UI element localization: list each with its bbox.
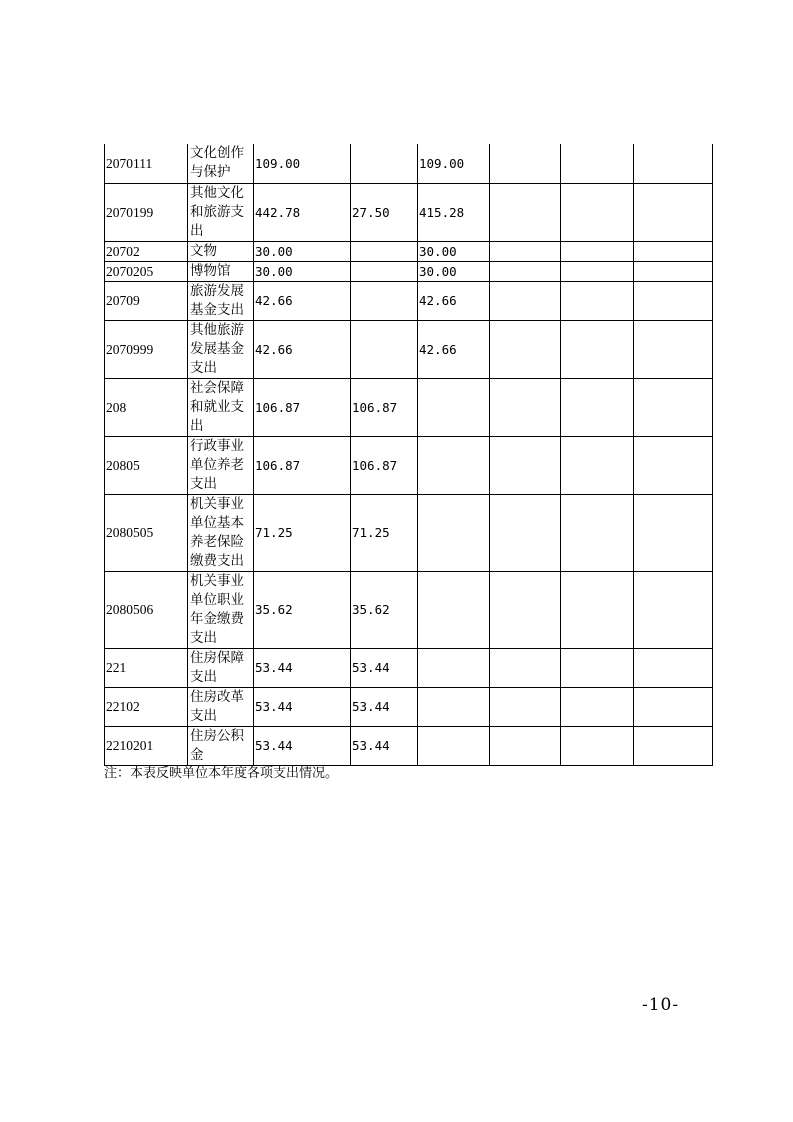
row-name: 住房公积金	[188, 726, 254, 765]
row-total: 30.00	[254, 241, 351, 261]
row-code: 2080505	[105, 494, 188, 571]
row-basic: 71.25	[351, 494, 418, 571]
row-total: 35.62	[254, 571, 351, 648]
row-total: 106.87	[254, 378, 351, 436]
row-project: 30.00	[418, 261, 490, 281]
empty-cell	[561, 494, 634, 571]
row-total: 30.00	[254, 261, 351, 281]
row-project	[418, 571, 490, 648]
row-total: 106.87	[254, 436, 351, 494]
row-total: 71.25	[254, 494, 351, 571]
row-code: 2070999	[105, 320, 188, 378]
row-name: 旅游发展基金支出	[188, 281, 254, 320]
empty-cell	[561, 726, 634, 765]
row-basic	[351, 320, 418, 378]
table-row	[105, 320, 713, 378]
expenditure-table	[104, 144, 713, 766]
empty-cell	[490, 183, 561, 241]
table-row	[105, 494, 713, 571]
row-project: 42.66	[418, 281, 490, 320]
row-code: 208	[105, 378, 188, 436]
row-basic	[351, 281, 418, 320]
empty-cell	[490, 494, 561, 571]
empty-cell	[634, 571, 713, 648]
row-total: 442.78	[254, 183, 351, 241]
table-row	[105, 241, 713, 261]
empty-cell	[490, 261, 561, 281]
table-row	[105, 281, 713, 320]
row-total: 42.66	[254, 320, 351, 378]
row-name: 住房保障支出	[188, 648, 254, 687]
empty-cell	[634, 494, 713, 571]
empty-cell	[490, 281, 561, 320]
row-name: 其他文化和旅游支出	[188, 183, 254, 241]
empty-cell	[490, 320, 561, 378]
row-basic: 106.87	[351, 378, 418, 436]
row-total: 53.44	[254, 726, 351, 765]
row-code: 20709	[105, 281, 188, 320]
table-row	[105, 144, 713, 183]
empty-cell	[490, 687, 561, 726]
row-basic	[351, 261, 418, 281]
table-row	[105, 183, 713, 241]
empty-cell	[490, 241, 561, 261]
row-name: 文化创作与保护	[188, 144, 254, 183]
row-code: 221	[105, 648, 188, 687]
empty-cell	[561, 144, 634, 183]
empty-cell	[561, 183, 634, 241]
empty-cell	[490, 571, 561, 648]
row-basic: 35.62	[351, 571, 418, 648]
row-project	[418, 436, 490, 494]
row-code: 2070111	[105, 144, 188, 183]
row-project	[418, 494, 490, 571]
empty-cell	[561, 571, 634, 648]
row-name: 博物馆	[188, 261, 254, 281]
empty-cell	[634, 144, 713, 183]
row-name: 行政事业单位养老支出	[188, 436, 254, 494]
table-note: 注：本表反映单位本年度各项支出情况。	[104, 766, 339, 781]
row-project: 30.00	[418, 241, 490, 261]
empty-cell	[490, 378, 561, 436]
table-row	[105, 648, 713, 687]
empty-cell	[634, 183, 713, 241]
empty-cell	[634, 241, 713, 261]
row-project: 42.66	[418, 320, 490, 378]
empty-cell	[561, 261, 634, 281]
empty-cell	[561, 241, 634, 261]
empty-cell	[561, 436, 634, 494]
row-project	[418, 648, 490, 687]
empty-cell	[634, 436, 713, 494]
row-code: 20805	[105, 436, 188, 494]
empty-cell	[634, 281, 713, 320]
row-name: 机关事业单位职业年金缴费支出	[188, 571, 254, 648]
row-code: 20702	[105, 241, 188, 261]
empty-cell	[561, 648, 634, 687]
row-basic: 53.44	[351, 687, 418, 726]
row-basic	[351, 144, 418, 183]
row-code: 2080506	[105, 571, 188, 648]
empty-cell	[490, 648, 561, 687]
row-code: 22102	[105, 687, 188, 726]
empty-cell	[561, 378, 634, 436]
row-project: 109.00	[418, 144, 490, 183]
row-project	[418, 726, 490, 765]
row-name: 住房改革支出	[188, 687, 254, 726]
row-total: 42.66	[254, 281, 351, 320]
row-basic: 27.50	[351, 183, 418, 241]
row-total: 53.44	[254, 648, 351, 687]
row-code: 2210201	[105, 726, 188, 765]
empty-cell	[490, 726, 561, 765]
row-code: 2070205	[105, 261, 188, 281]
row-name: 文物	[188, 241, 254, 261]
empty-cell	[634, 726, 713, 765]
empty-cell	[634, 261, 713, 281]
row-basic: 106.87	[351, 436, 418, 494]
row-project: 415.28	[418, 183, 490, 241]
row-basic: 53.44	[351, 726, 418, 765]
table-row	[105, 726, 713, 765]
empty-cell	[490, 144, 561, 183]
empty-cell	[634, 648, 713, 687]
row-name: 机关事业单位基本养老保险缴费支出	[188, 494, 254, 571]
empty-cell	[634, 378, 713, 436]
table-row	[105, 687, 713, 726]
table-row	[105, 261, 713, 281]
row-basic: 53.44	[351, 648, 418, 687]
row-name: 社会保障和就业支出	[188, 378, 254, 436]
row-code: 2070199	[105, 183, 188, 241]
empty-cell	[634, 687, 713, 726]
row-basic	[351, 241, 418, 261]
row-name: 其他旅游发展基金支出	[188, 320, 254, 378]
empty-cell	[561, 687, 634, 726]
table-row	[105, 436, 713, 494]
empty-cell	[634, 320, 713, 378]
row-project	[418, 687, 490, 726]
row-total: 53.44	[254, 687, 351, 726]
row-project	[418, 378, 490, 436]
empty-cell	[490, 436, 561, 494]
table-row	[105, 571, 713, 648]
empty-cell	[561, 281, 634, 320]
row-total: 109.00	[254, 144, 351, 183]
empty-cell	[561, 320, 634, 378]
table-row	[105, 378, 713, 436]
page-number: -10-	[642, 995, 680, 1015]
